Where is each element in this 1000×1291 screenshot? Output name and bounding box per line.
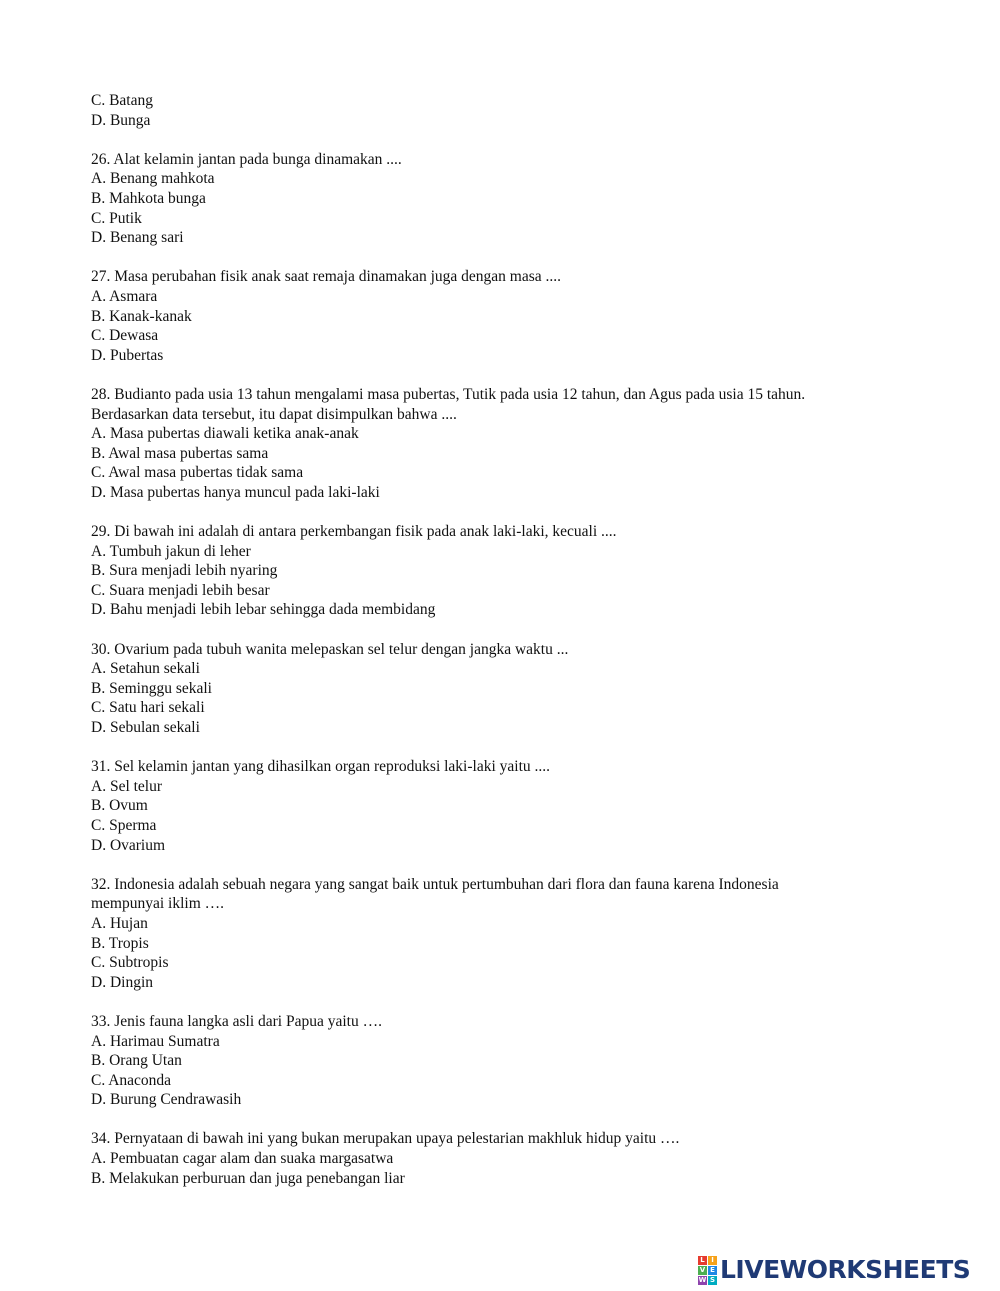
option-d: D. Dingin	[91, 973, 153, 991]
logo-mark-cell: L	[698, 1256, 707, 1265]
liveworksheets-logo-icon	[698, 1256, 717, 1285]
question-text-continued: Berdasarkan data tersebut, itu dapat disimpulkan bahwa ....	[91, 405, 457, 423]
question-text: 28. Budianto pada usia 13 tahun mengalami masa pubertas, Tutik pada usia 12 tahun, dan Agus pada usia 15 tahun.	[91, 385, 806, 403]
option-b: B. Seminggu sekali	[91, 679, 212, 697]
option-b: B. Orang Utan	[91, 1052, 182, 1070]
question-text: 31. Sel kelamin jantan yang dihasilkan organ reproduksi laki-laki yaitu ....	[91, 758, 551, 776]
option-a: A. Pembuatan cagar alam dan suaka margasatwa	[91, 1150, 394, 1168]
question-text: 26. Alat kelamin jantan pada bunga dinamakan ....	[91, 150, 402, 168]
option-c: C. Suara menjadi lebih besar	[91, 581, 270, 599]
option-b: B. Kanak-kanak	[91, 307, 192, 325]
option-a: A. Hujan	[91, 914, 148, 932]
question-text-continued: mempunyai iklim ….	[91, 895, 225, 913]
question-31	[91, 757, 911, 855]
option-b: B. Tropis	[91, 934, 149, 952]
option-c: C. Dewasa	[91, 327, 159, 345]
question-26	[91, 150, 911, 248]
question-text: 27. Masa perubahan fisik anak saat remaja dinamakan juga dengan masa ....	[91, 268, 561, 286]
logo-mark-cell: W	[698, 1275, 707, 1284]
option-d: D. Pubertas	[91, 346, 164, 364]
option-a: A. Setahun sekali	[91, 660, 200, 678]
option-c: C. Sperma	[91, 816, 157, 834]
logo-mark-cell: S	[709, 1275, 716, 1284]
question-27	[91, 267, 911, 365]
worksheet-content	[91, 91, 911, 1188]
question-29	[91, 522, 911, 620]
option-c: C. Putik	[91, 209, 142, 227]
question-text: 30. Ovarium pada tubuh wanita melepaskan sel telur dengan jangka waktu ...	[91, 640, 569, 658]
question-text: 33. Jenis fauna langka asli dari Papua yaitu ….	[91, 1012, 382, 1030]
option-d: D. Sebulan sekali	[91, 719, 200, 736]
question-28	[91, 385, 911, 503]
option-a: A. Harimau Sumatra	[91, 1032, 220, 1050]
option-c: C. Anaconda	[91, 1071, 172, 1089]
question-33	[91, 1012, 911, 1110]
option-b: B. Ovum	[91, 797, 148, 815]
option-c: C. Awal masa pubertas tidak sama	[91, 464, 304, 482]
logo-mark-cell: I	[708, 1256, 717, 1265]
option-a: A. Tumbuh jakun di leher	[91, 542, 251, 560]
option-b: B. Melakukan perburuan dan juga penebangan liar	[91, 1169, 405, 1187]
option-d: D. Masa pubertas hanya muncul pada laki-laki	[91, 483, 380, 501]
question-text: 29. Di bawah ini adalah di antara perkembangan fisik pada anak laki-laki, kecuali ....	[91, 523, 617, 541]
option-d: D. Bahu menjadi lebih lebar sehingga dada membidang	[91, 601, 436, 619]
option-a: A. Sel telur	[91, 777, 163, 795]
liveworksheets-logo-text: LIVEWORKSHEETS	[720, 1255, 971, 1284]
option-a: A. Masa pubertas diawali ketika anak-anak	[91, 425, 359, 443]
question-32	[91, 875, 911, 993]
option-line: C. Batang	[91, 92, 153, 109]
option-a: A. Benang mahkota	[91, 170, 215, 188]
option-c: C. Satu hari sekali	[91, 699, 205, 717]
option-c: C. Subtropis	[91, 954, 169, 972]
liveworksheets-logo	[698, 1253, 970, 1287]
question-30	[91, 640, 911, 738]
question-text: 32. Indonesia adalah sebuah negara yang sangat baik untuk pertumbuhan dari flora dan fauna karena Indonesia	[91, 875, 779, 893]
option-d: D. Benang sari	[91, 229, 184, 247]
question-34	[91, 1129, 911, 1188]
logo-mark-cell: E	[708, 1266, 717, 1275]
logo-mark-cell: V	[699, 1265, 706, 1274]
question-text: 34. Pernyataan di bawah ini yang bukan merupakan upaya pelestarian makhluk hidup yaitu ….	[91, 1130, 680, 1148]
option-b: B. Sura menjadi lebih nyaring	[91, 562, 278, 580]
option-d: D. Burung Cendrawasih	[91, 1091, 242, 1109]
option-line: D. Bunga	[91, 111, 151, 129]
option-b: B. Mahkota bunga	[91, 189, 206, 207]
option-a: A. Asmara	[91, 287, 158, 305]
option-d: D. Ovarium	[91, 836, 166, 854]
option-b: B. Awal masa pubertas sama	[91, 444, 269, 462]
